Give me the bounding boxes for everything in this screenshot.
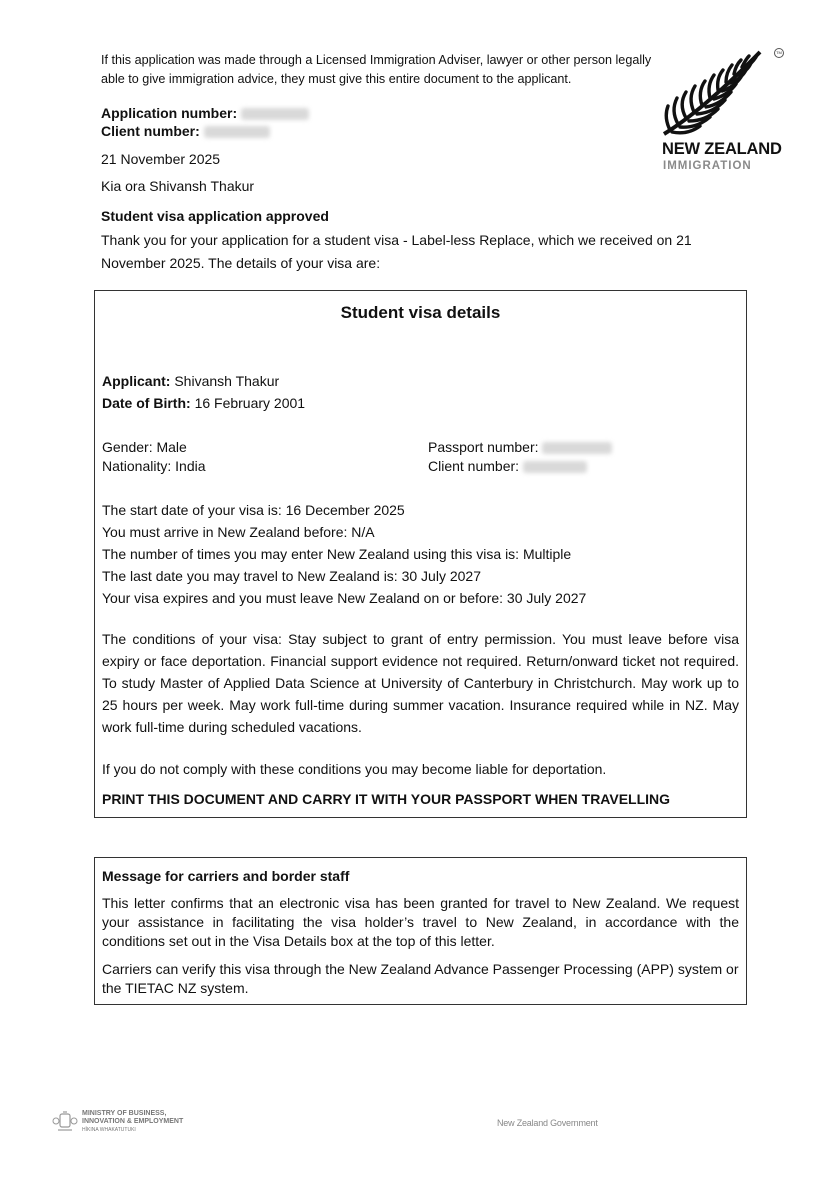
nationality: Nationality: India bbox=[102, 458, 206, 474]
application-number-redacted bbox=[241, 108, 309, 120]
dob-label: Date of Birth: bbox=[102, 395, 191, 411]
arrive-before: You must arrive in New Zealand before: N/A bbox=[102, 524, 375, 540]
mbie-line-1: MINISTRY OF BUSINESS, bbox=[82, 1110, 167, 1117]
dob-row bbox=[102, 395, 305, 411]
visa-dates-block bbox=[102, 499, 586, 609]
adviser-note: If this application was made through a Licensed Immigration Adviser, lawyer or other person legally able to give immigration advice, they must give this entire document to the applicant. bbox=[101, 53, 652, 86]
nz-government-logo: New Zealand Government bbox=[497, 1118, 598, 1128]
passport-number-label: Passport number: bbox=[428, 439, 539, 455]
start-date: The start date of your visa is: 16 December 2025 bbox=[102, 502, 405, 518]
visa-client-number-row bbox=[428, 458, 587, 474]
carriers-paragraph-1: This letter confirms that an electronic visa has been granted for travel to New Zealand. We request your assistance in facilitating the visa holder’s travel to New Zealand, in accordance with the conditions set out in the Visa Details box at the top of this letter. bbox=[102, 895, 739, 949]
visa-details-box bbox=[94, 290, 747, 818]
expiry-date: Your visa expires and you must leave New Zealand on or before: 30 July 2027 bbox=[102, 590, 587, 606]
carriers-heading: Message for carriers and border staff bbox=[102, 868, 350, 884]
application-number-row bbox=[101, 105, 309, 121]
dob-value: 16 February 2001 bbox=[194, 395, 306, 411]
visa-details-title: Student visa details bbox=[340, 303, 501, 322]
passport-number-row bbox=[428, 439, 612, 455]
applicant-row bbox=[102, 373, 279, 389]
client-number-label: Client number: bbox=[101, 123, 200, 139]
greeting: Kia ora Shivansh Thakur bbox=[101, 178, 255, 194]
silver-fern-icon bbox=[660, 48, 765, 140]
approval-body: Thank you for your application for a student visa - Label-less Replace, which we received on 21 November 2025. The details of your visa are: bbox=[101, 232, 692, 271]
logo-line-new-zealand: NEW ZEALAND bbox=[662, 140, 782, 158]
logo-line-immigration: IMMIGRATION bbox=[663, 160, 752, 172]
client-number-redacted bbox=[204, 126, 270, 138]
nz-immigration-logo bbox=[660, 48, 785, 178]
comply-warning: If you do not comply with these conditions you may become liable for deportation. bbox=[102, 761, 607, 777]
carriers-paragraph-2: Carriers can verify this visa through the New Zealand Advance Passenger Processing (APP) system or the TIETAC NZ system. bbox=[102, 961, 739, 996]
visa-client-number-redacted bbox=[523, 461, 587, 473]
last-travel-date: The last date you may travel to New Zealand is: 30 July 2027 bbox=[102, 568, 481, 584]
gender: Gender: Male bbox=[102, 439, 187, 455]
trademark-mark: TM bbox=[774, 48, 784, 58]
application-number-label: Application number: bbox=[101, 105, 238, 121]
visa-client-number-label: Client number: bbox=[428, 458, 520, 474]
approval-heading: Student visa application approved bbox=[101, 208, 329, 224]
mbie-line-3: HĪKINA WHAKATUTUKI bbox=[82, 1127, 136, 1133]
mbie-line-2: INNOVATION & EMPLOYMENT bbox=[82, 1118, 184, 1125]
letter-date: 21 November 2025 bbox=[101, 151, 221, 167]
client-number-row bbox=[101, 123, 270, 139]
coat-of-arms-icon bbox=[52, 1110, 78, 1134]
print-notice: PRINT THIS DOCUMENT AND CARRY IT WITH YOUR PASSPORT WHEN TRAVELLING bbox=[102, 791, 671, 807]
carriers-message-box bbox=[94, 857, 747, 1005]
visa-conditions: The conditions of your visa: Stay subject to grant of entry permission. You must leave before visa expiry or face deportation. Financial support evidence not required. Return/onward ticket not required. To study Master of Applied Data Science at University of Canterbury in Christchurch. May work up to 25 hours per week. May work full-time during summer vacation. Insurance required while in NZ. May work full-time during scheduled vacations. bbox=[102, 631, 739, 735]
passport-number-redacted bbox=[542, 442, 612, 454]
applicant-value: Shivansh Thakur bbox=[174, 373, 280, 389]
entries: The number of times you may enter New Zealand using this visa is: Multiple bbox=[102, 546, 572, 562]
applicant-label: Applicant: bbox=[102, 373, 171, 389]
